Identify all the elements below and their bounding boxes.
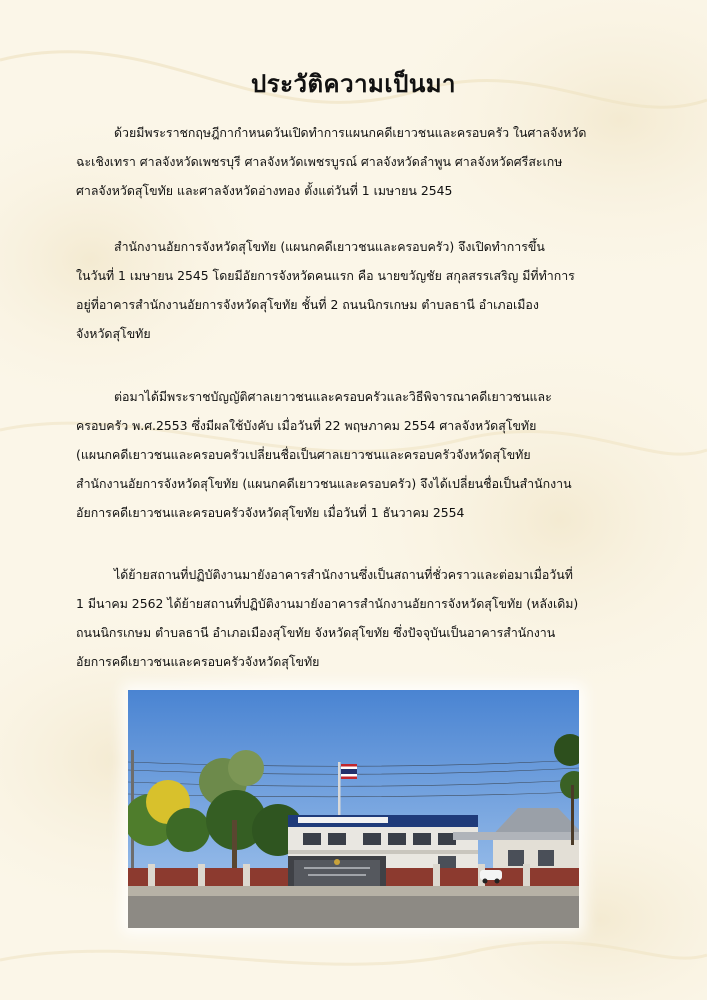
paragraph-line: ได้ย้ายสถานที่ปฏิบัติงานมายังอาคารสำนักงานซึ่งเป็นสถานที่ชั่วคราวและต่อมาเมื่อวันที่ (114, 567, 573, 582)
paragraph-line: ต่อมาได้มีพระราชบัญญัติศาลเยาวชนและครอบครัวและวิธีพิจารณาคดีเยาวชนและ (114, 389, 552, 404)
paragraph-line: จังหวัดสุโขทัย (76, 326, 151, 341)
paragraph-line: สำนักงานอัยการจังหวัดสุโขทัย (แผนกคดีเยาวชนและครอบครัว) จึงเปิดทำการขึ้น (114, 239, 545, 254)
paragraph-line: ด้วยมีพระราชกฤษฎีกากำหนดวันเปิดทำการแผนกคดีเยาวชนและครอบครัว ในศาลจังหวัด (114, 125, 587, 140)
paragraph-rename (76, 382, 646, 527)
paragraph-line: อยู่ที่อาคารสำนักงานอัยการจังหวัดสุโขทัย ชั้นที่ 2 ถนนนิกรเกษม ตำบลธานี อำเภอเมือง (76, 297, 539, 312)
paragraph-line: ฉะเชิงเทรา ศาลจังหวัดเพชรบุรี ศาลจังหวัดเพชรบูรณ์ ศาลจังหวัดลำพูน ศาลจังหวัดศรีสะเกษ (76, 154, 563, 169)
paragraph-line: (แผนกคดีเยาวชนและครอบครัวเปลี่ยนชื่อเป็นศาลเยาวชนและครอบครัวจังหวัดสุโขทัย (76, 447, 531, 462)
paragraph-line: ครอบครัว พ.ศ.2553 ซึ่งมีผลใช้บังคับ เมื่อวันที่ 22 พฤษภาคม 2554 ศาลจังหวัดสุโขทัย (76, 418, 537, 433)
office-building-photo (128, 690, 579, 928)
sidewalk (128, 886, 579, 896)
paragraph-line: ถนนนิกรเกษม ตำบลธานี อำเภอเมืองสุโขทัย จังหวัดสุโขทัย ซึ่งปัจจุบันเป็นอาคารสำนักงาน (76, 625, 556, 640)
paragraph-office-opening (76, 232, 646, 348)
paragraph-line: ศาลจังหวัดสุโขทัย และศาลจังหวัดอ่างทอง ตั้งแต่วันที่ 1 เมษายน 2545 (76, 183, 453, 198)
paragraph-line: อัยการคดีเยาวชนและครอบครัวจังหวัดสุโขทัย เมื่อวันที่ 1 ธันวาคม 2554 (76, 505, 465, 520)
office-sign (288, 856, 386, 890)
paragraph-decree (76, 118, 646, 205)
paragraph-line: สำนักงานอัยการจังหวัดสุโขทัย (แผนกคดีเยาวชนและครอบครัว) จึงได้เปลี่ยนชื่อเป็นสำนักงาน (76, 476, 572, 491)
paragraph-line: ในวันที่ 1 เมษายน 2545 โดยมีอัยการจังหวัดคนแรก คือ นายขวัญชัย สกุลสรรเสริญ มีที่ทำการ (76, 268, 575, 283)
road (128, 896, 579, 928)
page-title: ประวัติความเป็นมา (250, 70, 457, 98)
paragraph-line: อัยการคดีเยาวชนและครอบครัวจังหวัดสุโขทัย (76, 654, 320, 669)
thai-flag (341, 764, 357, 779)
paragraph-relocation (76, 560, 646, 676)
building-illustration (128, 690, 579, 928)
paragraph-line: 1 มีนาคม 2562 ได้ย้ายสถานที่ปฏิบัติงานมายังอาคารสำนักงานอัยการจังหวัดสุโขทัย (หลังเดิม) (76, 596, 579, 611)
